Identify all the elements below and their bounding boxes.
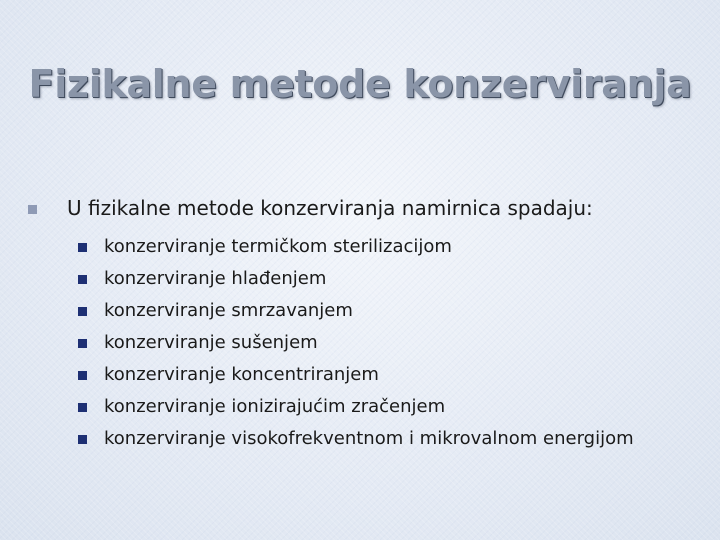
list-item	[78, 326, 634, 358]
list-item-text: konzerviranje koncentriranjem	[104, 363, 379, 385]
square-bullet-icon	[78, 339, 87, 348]
list-item-text: konzerviranje hlađenjem	[104, 267, 327, 289]
list-item-text: konzerviranje termičkom sterilizacijom	[104, 235, 452, 257]
main-bullet-item	[28, 196, 593, 220]
square-bullet-icon	[78, 275, 87, 284]
square-bullet-icon	[78, 243, 87, 252]
list-item	[78, 294, 634, 326]
list-item	[78, 358, 634, 390]
sub-bullet-list	[78, 230, 634, 454]
list-item	[78, 422, 634, 454]
list-item	[78, 230, 634, 262]
square-bullet-icon	[78, 307, 87, 316]
main-bullet-text: U fizikalne metode konzerviranja namirnica spadaju:	[67, 196, 593, 220]
list-item-text: konzerviranje sušenjem	[104, 331, 318, 353]
list-item-text: konzerviranje smrzavanjem	[104, 299, 353, 321]
list-item-text: konzerviranje visokofrekventnom i mikrovalnom energijom	[104, 427, 634, 449]
list-item-text: konzerviranje ionizirajućim zračenjem	[104, 395, 446, 417]
slide-title: Fizikalne metode konzerviranja	[28, 62, 692, 106]
square-bullet-icon	[78, 371, 87, 380]
square-bullet-icon	[78, 435, 87, 444]
square-bullet-icon	[28, 205, 37, 214]
list-item	[78, 390, 634, 422]
list-item	[78, 262, 634, 294]
square-bullet-icon	[78, 403, 87, 412]
